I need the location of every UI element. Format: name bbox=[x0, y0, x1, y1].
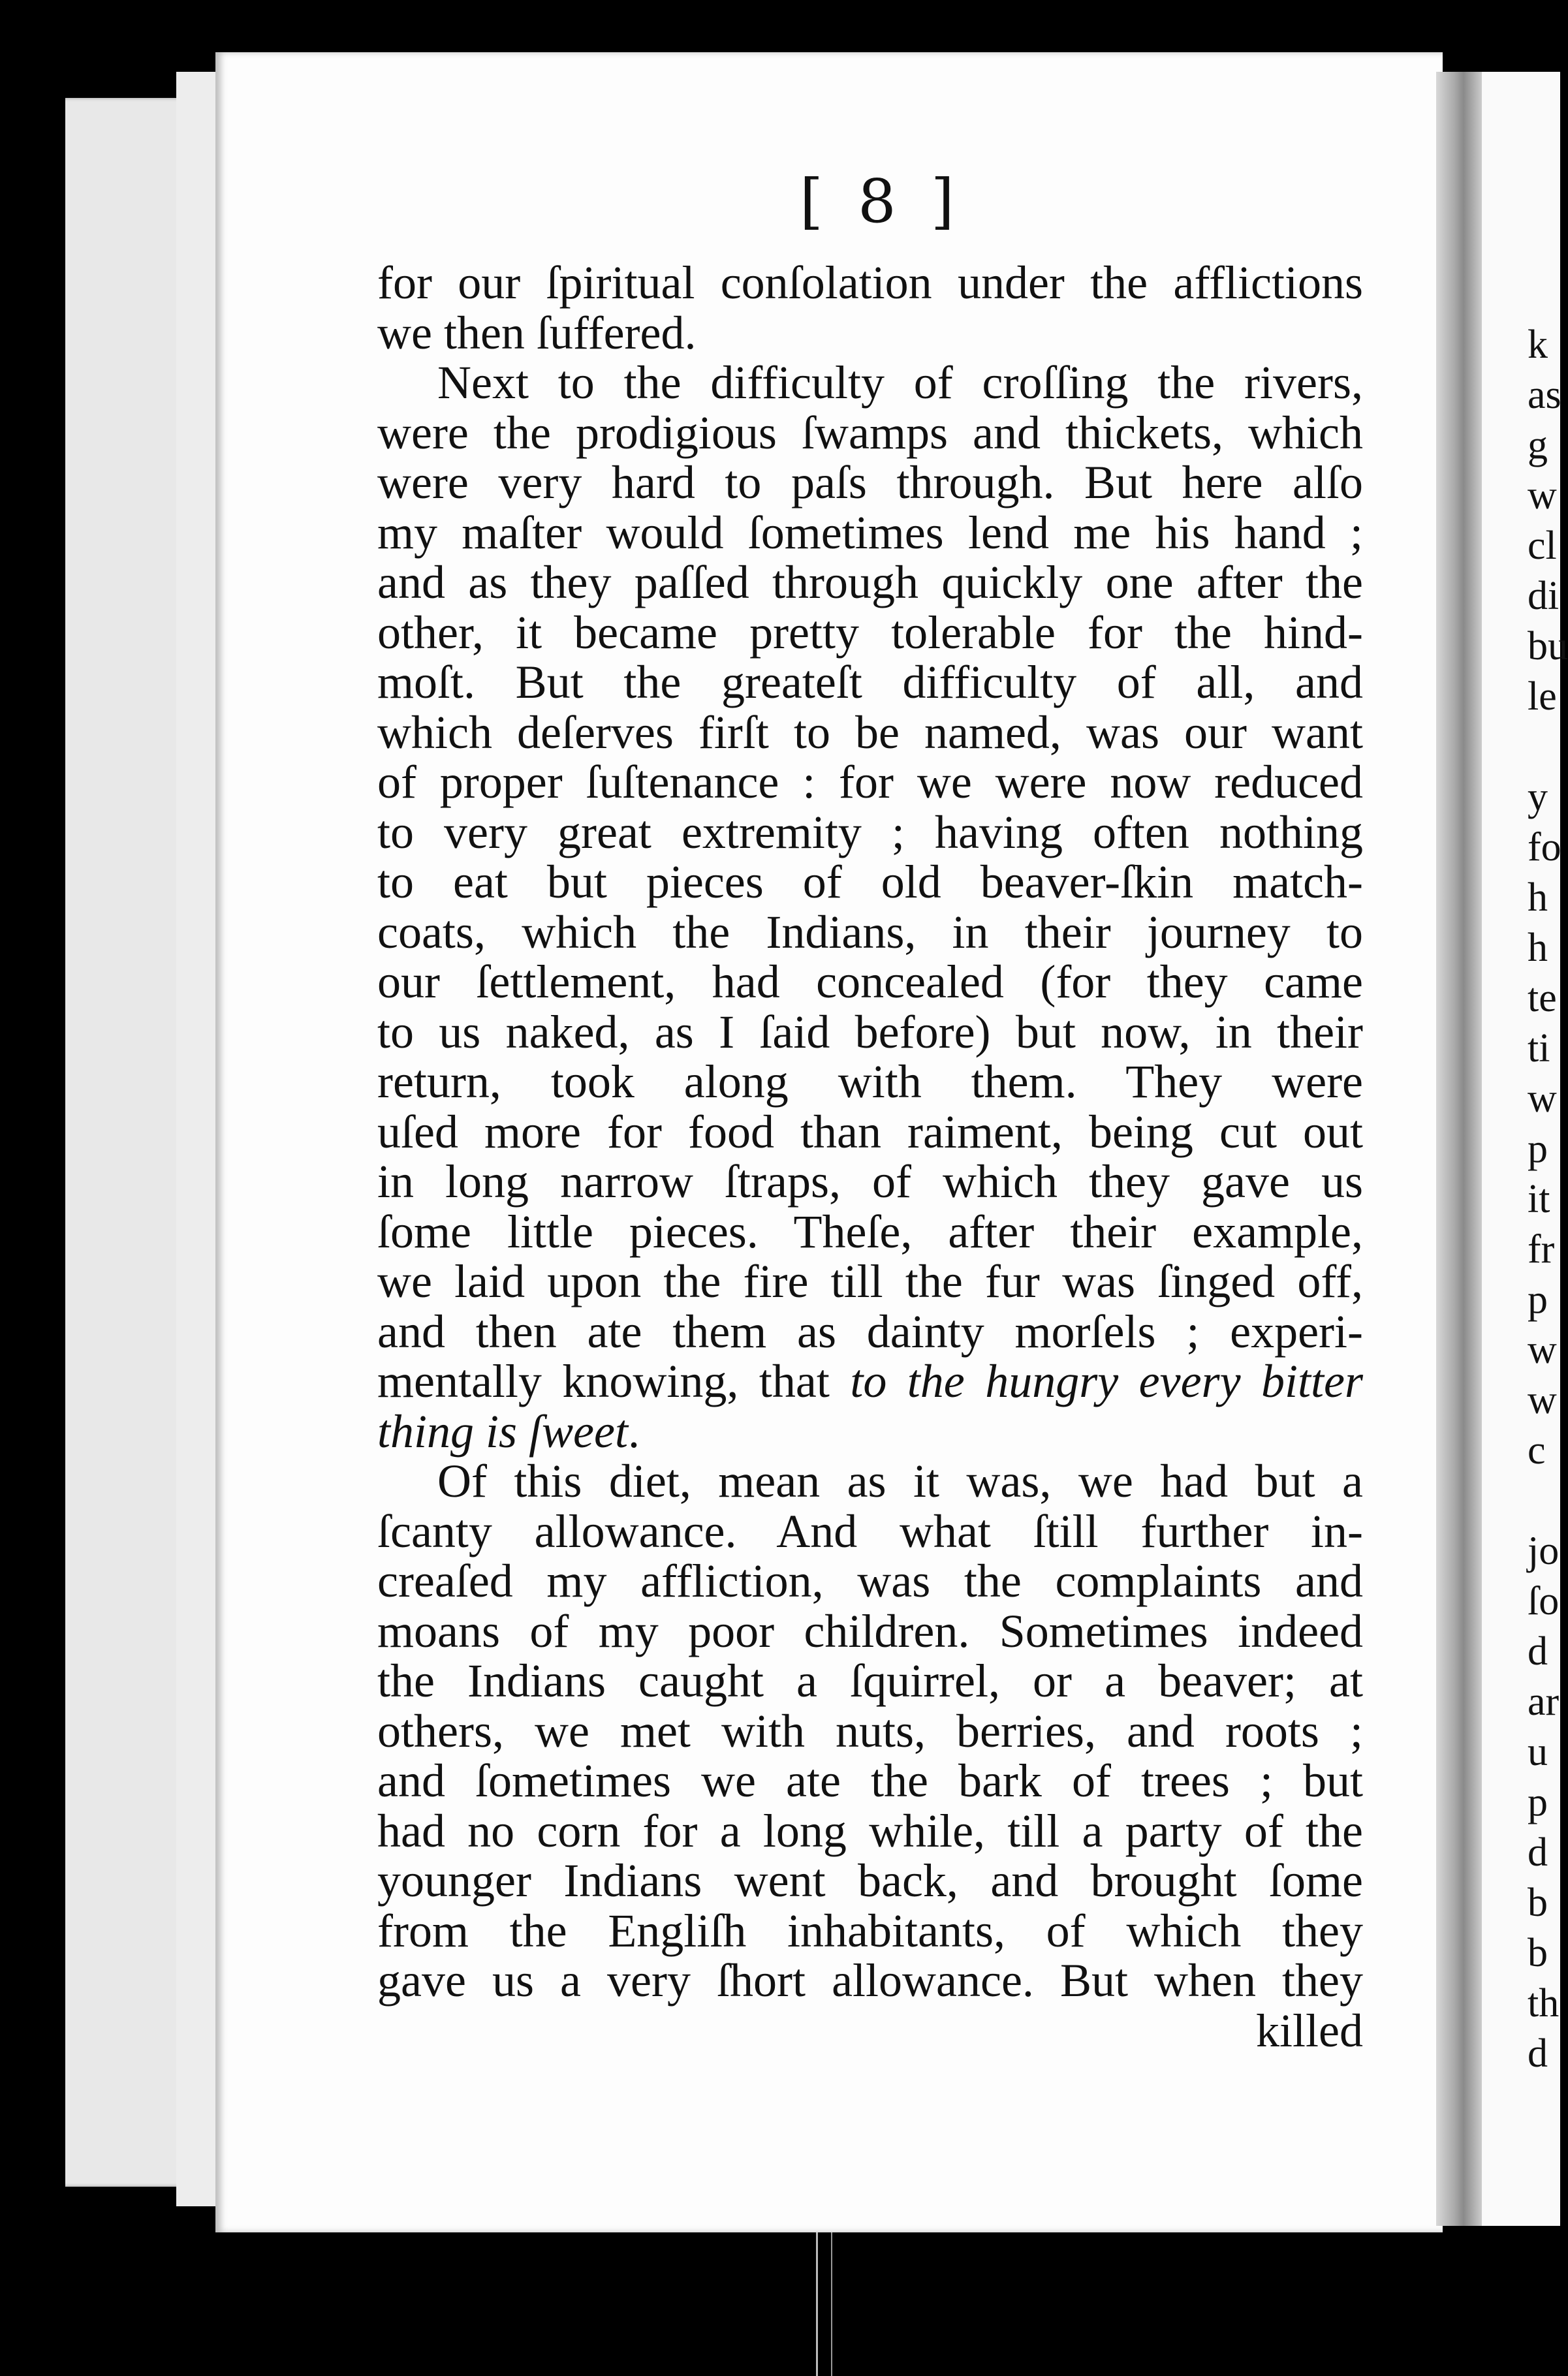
text-line-content: and as they paſſed through quickly one after the bbox=[377, 556, 1363, 608]
facing-letter: th bbox=[1528, 1981, 1560, 2025]
text-line-content: gave us a very ſhort allowance. But when they bbox=[377, 1954, 1363, 2007]
facing-letter: b bbox=[1528, 1881, 1548, 1925]
text-line-content: other, it became pretty tolerable for the hind- bbox=[377, 606, 1363, 659]
text-line bbox=[377, 907, 1363, 958]
text-line-content: others, we met with nuts, berries, and roots ; bbox=[377, 1704, 1363, 1757]
facing-letter: c bbox=[1528, 1428, 1546, 1473]
punctuation: . bbox=[627, 1405, 640, 1458]
text-line bbox=[377, 1207, 1363, 1257]
text-line-content: were very hard to paſs through. But here alſo bbox=[377, 456, 1363, 508]
facing-letter: p bbox=[1528, 1127, 1548, 1171]
facing-letter: g bbox=[1528, 423, 1548, 467]
text-line bbox=[377, 1007, 1363, 1057]
facing-letter: d bbox=[1528, 1629, 1548, 1674]
text-line bbox=[377, 1706, 1363, 1757]
page-number: [ 8 ] bbox=[800, 166, 962, 236]
text-line-content: younger Indians went back, and brought ſome bbox=[377, 1854, 1363, 1907]
text-line bbox=[377, 1107, 1363, 1157]
text-line bbox=[377, 1407, 1363, 1457]
facing-letter: w bbox=[1528, 1328, 1557, 1372]
facing-letter bbox=[1528, 1476, 1560, 1526]
text-line-content: we then ſuffered. bbox=[377, 306, 697, 359]
text-line-content: which deſerves firſt to be named, was our want bbox=[377, 706, 1363, 758]
facing-letter: di bbox=[1528, 574, 1560, 618]
facing-letter: w bbox=[1528, 1378, 1557, 1422]
facing-letter: jo bbox=[1528, 1529, 1560, 1573]
text-line-content: in long narrow ſtraps, of which they gave us bbox=[377, 1155, 1363, 1208]
text-line bbox=[377, 1806, 1363, 1856]
facing-letter: w bbox=[1528, 1076, 1557, 1121]
facing-letter: le bbox=[1528, 674, 1557, 719]
text-line-content: from the Engliſh inhabitants, of which they bbox=[377, 1904, 1363, 1957]
text-line bbox=[377, 1257, 1363, 1307]
text-line-content: ſome little pieces. Theſe, after their example, bbox=[377, 1205, 1363, 1258]
text-line-content: moans of my poor children. Sometimes indeed bbox=[377, 1604, 1363, 1657]
bookmark-ribbon bbox=[816, 2232, 832, 2376]
body-text bbox=[377, 258, 1363, 2056]
text-line bbox=[377, 708, 1363, 758]
text-line bbox=[377, 258, 1363, 308]
text-line-content: Next to the difficulty of croſſing the rivers, bbox=[437, 356, 1363, 409]
text-line bbox=[377, 1057, 1363, 1107]
facing-letter: cl bbox=[1528, 524, 1557, 568]
text-line-content: and then ate them as dainty morſels ; experi- bbox=[377, 1305, 1363, 1358]
facing-letter: p bbox=[1528, 1780, 1548, 1824]
text-line-content: to eat but pieces of old beaver-ſkin match- bbox=[377, 856, 1363, 908]
text-line-content: for our ſpiritual conſolation under the afflictions bbox=[377, 257, 1363, 309]
italic-phrase: to the hungry every bitter bbox=[829, 1355, 1363, 1407]
facing-letter: ti bbox=[1528, 1026, 1550, 1071]
italic-phrase: thing is ſweet bbox=[377, 1405, 628, 1458]
text-line bbox=[377, 1556, 1363, 1606]
facing-letter bbox=[1528, 722, 1560, 772]
text-line-content: moſt. But the greateſt difficulty of all, and bbox=[377, 656, 1363, 708]
facing-letter: u bbox=[1528, 1730, 1548, 1774]
facing-page-letters bbox=[1528, 320, 1568, 2079]
text-line-content: mentally knowing, that bbox=[377, 1355, 830, 1407]
text-line-content: had no corn for a long while, till a party of the bbox=[377, 1804, 1363, 1857]
text-line bbox=[377, 408, 1363, 458]
text-line bbox=[377, 1157, 1363, 1207]
facing-letter: fr bbox=[1528, 1227, 1555, 1272]
text-line bbox=[377, 1756, 1363, 1806]
text-line-content: and ſometimes we ate the bark of trees ; but bbox=[377, 1755, 1363, 1807]
text-line-content: ſcanty allowance. And what ſtill further in- bbox=[377, 1505, 1363, 1557]
facing-letter: d bbox=[1528, 1830, 1548, 1875]
text-line bbox=[377, 1507, 1363, 1557]
text-line-content: the Indians caught a ſquirrel, or a beaver; at bbox=[377, 1655, 1363, 1707]
text-line-content: our ſettlement, had concealed (for they came bbox=[377, 956, 1363, 1008]
text-line-content: were the prodigious ſwamps and thickets, which bbox=[377, 406, 1363, 459]
text-line-content: to us naked, as I ſaid before) but now, in their bbox=[377, 1005, 1363, 1058]
facing-letter: h bbox=[1528, 926, 1548, 970]
text-line bbox=[377, 1606, 1363, 1657]
text-line bbox=[377, 957, 1363, 1007]
text-line-content: of proper ſuſtenance : for we were now reduced bbox=[377, 756, 1363, 808]
text-line-content: Of this diet, mean as it was, we had but a bbox=[437, 1455, 1363, 1507]
text-line-content: my maſter would ſometimes lend me his hand ; bbox=[377, 506, 1363, 559]
text-line bbox=[377, 757, 1363, 807]
book-gutter bbox=[1436, 72, 1482, 2226]
text-line bbox=[377, 1456, 1363, 1507]
text-line-content: coats, which the Indians, in their journey to bbox=[377, 905, 1363, 958]
text-line bbox=[377, 1356, 1363, 1407]
facing-letter: y bbox=[1528, 775, 1548, 819]
facing-letter: d bbox=[1528, 2031, 1548, 2076]
facing-letter: k bbox=[1528, 322, 1548, 367]
text-line bbox=[377, 1856, 1363, 1906]
text-line bbox=[377, 608, 1363, 658]
facing-letter: fo bbox=[1528, 825, 1561, 869]
text-line bbox=[377, 458, 1363, 508]
facing-letter: ar bbox=[1528, 1680, 1560, 1724]
text-line-content: creaſed my affliction, was the complaints and bbox=[377, 1555, 1363, 1607]
text-line-content: uſed more for food than raiment, being cut out bbox=[377, 1105, 1363, 1158]
facing-letter: bu bbox=[1528, 624, 1568, 668]
text-line bbox=[377, 557, 1363, 608]
facing-letter: as bbox=[1528, 373, 1561, 417]
text-line bbox=[377, 2006, 1363, 2056]
text-line bbox=[377, 1307, 1363, 1357]
text-line-content: killed bbox=[1256, 2004, 1363, 2057]
text-line bbox=[377, 308, 1363, 358]
text-line-content: to very great extremity ; having often nothing bbox=[377, 805, 1363, 858]
text-line bbox=[377, 657, 1363, 708]
facing-letter: ſo bbox=[1528, 1579, 1560, 1623]
text-line bbox=[377, 1906, 1363, 1956]
facing-letter: w bbox=[1528, 473, 1557, 518]
text-line bbox=[377, 1656, 1363, 1706]
text-line-content: we laid upon the fire till the fur was ſinged off, bbox=[377, 1255, 1363, 1307]
facing-letter: h bbox=[1528, 875, 1548, 920]
facing-letter: it bbox=[1528, 1177, 1550, 1221]
text-line bbox=[377, 1956, 1363, 2006]
facing-letter: p bbox=[1528, 1277, 1548, 1322]
text-line-content: return, took along with them. They were bbox=[377, 1055, 1363, 1108]
text-line bbox=[377, 807, 1363, 858]
text-line bbox=[377, 358, 1363, 408]
facing-letter: b bbox=[1528, 1931, 1548, 1975]
text-line bbox=[377, 857, 1363, 907]
facing-letter: te bbox=[1528, 976, 1557, 1020]
text-line bbox=[377, 508, 1363, 558]
